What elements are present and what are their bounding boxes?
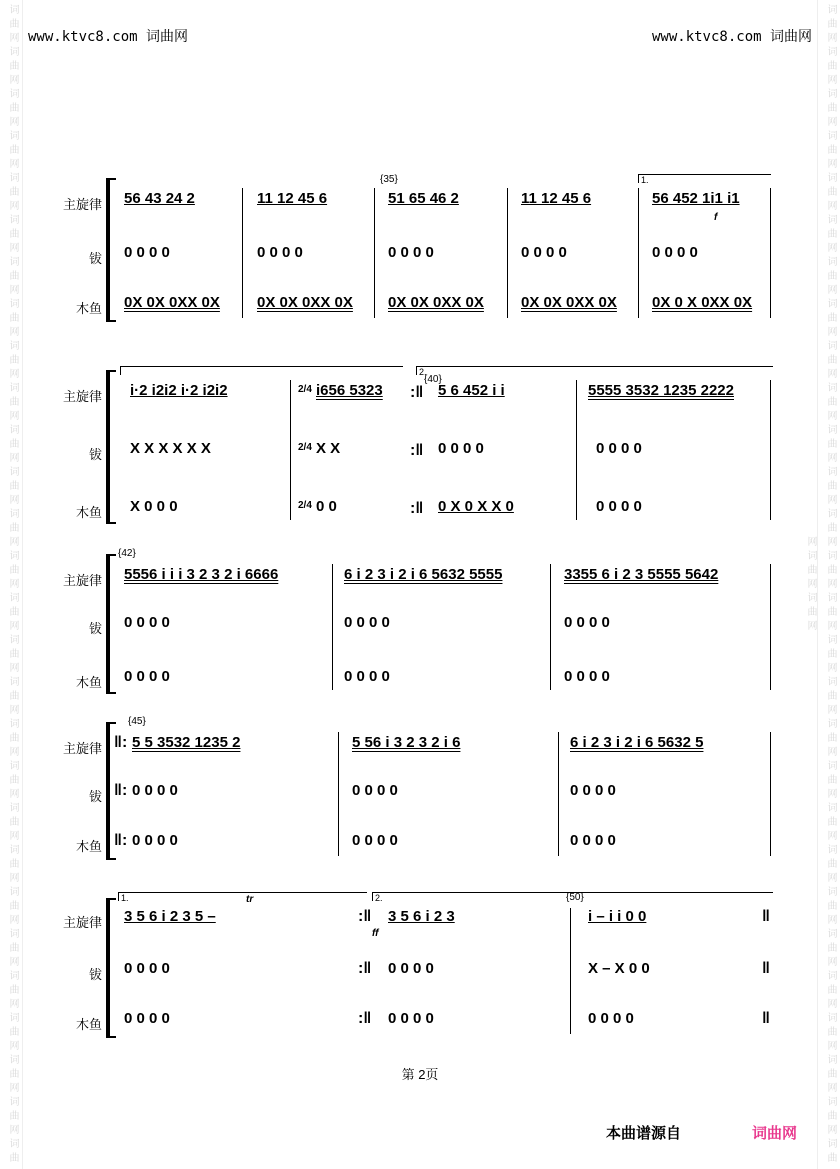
- measure-number: {40}: [424, 374, 442, 385]
- melody-measure: 56 452 1i1 i1: [652, 190, 740, 207]
- barline: [570, 908, 571, 1034]
- melody-measure: 11 12 45 6: [257, 190, 328, 207]
- final-barline: ‖: [762, 908, 770, 925]
- measure-number: {35}: [380, 174, 398, 185]
- measure-number: {42}: [118, 548, 136, 559]
- cymbal-measure: 0 0 0 0: [132, 782, 178, 799]
- repeat-sign: :‖: [410, 500, 424, 517]
- melody-measure: 6 i 2 3 i 2 i 6 5632 5: [570, 734, 704, 751]
- muyu-measure: 0 0 0 0: [124, 668, 170, 685]
- barline: [550, 564, 551, 690]
- volta-number: 2.: [375, 893, 383, 903]
- cymbal-measure: 0 0 0 0: [344, 614, 390, 631]
- muyu-measure: 0 0 0 0: [124, 1010, 170, 1027]
- cymbal-measure: 0 0 0 0: [438, 440, 484, 457]
- melody-measure: i656 5323: [316, 382, 383, 399]
- cymbal-measure: 0 0 0 0: [570, 782, 616, 799]
- barline: [374, 188, 375, 318]
- score-system-1: [62, 170, 782, 330]
- melody-measure: 6 i 2 3 i 2 i 6 5632 5555: [344, 566, 503, 583]
- dynamic-ff: ff: [372, 928, 379, 939]
- barline: [770, 564, 771, 690]
- melody-measure: i·2 i2i2 i·2 i2i2: [130, 382, 228, 399]
- volta-bracket: [638, 174, 771, 183]
- time-signature: 2/4: [298, 500, 312, 511]
- label-melody: 主旋律: [62, 197, 102, 212]
- label-cymbal: 钹: [88, 447, 102, 462]
- cymbal-measure: 0 0 0 0: [564, 614, 610, 631]
- repeat-sign: ‖:: [114, 734, 128, 751]
- label-melody: 主旋律: [62, 915, 102, 930]
- system-brace: [106, 370, 116, 524]
- system-brace: [106, 554, 116, 694]
- barline: [576, 380, 577, 520]
- cymbal-measure: 0 0 0 0: [652, 244, 698, 261]
- measure-number: {45}: [128, 716, 146, 727]
- label-muyu: 木鱼: [75, 505, 102, 520]
- barline: [638, 188, 639, 318]
- muyu-measure: 0 0 0 0: [564, 668, 610, 685]
- time-signature: 2/4: [298, 384, 312, 395]
- cymbal-measure: 0 0 0 0: [124, 614, 170, 631]
- volta-bracket: [120, 366, 403, 375]
- left-watermark-strip: 词曲网词曲网词曲网词曲网词曲网词曲网词曲网词曲网词曲网词曲网词曲网词曲网词曲网词曲网词曲网词曲网词曲网词曲网词曲网词曲网词曲网词曲网词曲网词曲网词曲网词曲网词曲网词曲: [0, 0, 23, 1169]
- label-melody: 主旋律: [62, 389, 102, 404]
- score-system-2: [62, 362, 782, 532]
- barline: [558, 732, 559, 856]
- cymbal-measure: 0 0 0 0: [124, 960, 170, 977]
- melody-measure: 5 6 452 i i: [438, 382, 505, 399]
- melody-measure: 3 5 6 i 2 3: [388, 908, 455, 925]
- repeat-sign: :‖: [358, 960, 372, 977]
- muyu-measure: 0 0 0 0: [588, 1010, 634, 1027]
- muyu-measure: 0 0: [316, 498, 337, 515]
- barline: [770, 732, 771, 856]
- label-cymbal: 钹: [88, 967, 102, 982]
- final-barline: ‖: [762, 1010, 770, 1027]
- label-muyu: 木鱼: [75, 675, 102, 690]
- cymbal-measure: 0 0 0 0: [388, 960, 434, 977]
- repeat-sign: :‖: [410, 384, 424, 401]
- volta-number: 2.: [419, 367, 427, 377]
- repeat-sign: ‖:: [114, 782, 128, 799]
- melody-measure: 5556 i i i 3 2 3 2 i 6666: [124, 566, 279, 583]
- time-signature: 2/4: [298, 442, 312, 453]
- label-muyu: 木鱼: [75, 839, 102, 854]
- melody-measure: 5 5 3532 1235 2: [132, 734, 241, 751]
- score-system-4: [62, 714, 782, 864]
- cymbal-measure: 0 0 0 0: [521, 244, 567, 261]
- muyu-measure: 0 0 0 0: [596, 498, 642, 515]
- dynamic-f: f: [714, 212, 718, 223]
- final-barline: ‖: [762, 960, 770, 977]
- header-left: www.ktvc8.com 词曲网: [28, 29, 189, 45]
- melody-measure: 5555 3532 1235 2222: [588, 382, 734, 399]
- cymbal-measure: X – X 0 0: [588, 960, 650, 977]
- cymbal-measure: 0 0 0 0: [596, 440, 642, 457]
- barline: [507, 188, 508, 318]
- right-watermark-strip: 词曲网词曲网词曲网词曲网词曲网词曲网词曲网词曲网词曲网词曲网词曲网词曲网词曲网词曲网词曲网词曲网词曲网词曲网词曲网词曲网词曲网词曲网词曲网词曲网词曲网词曲网词曲网词曲网词曲网词曲网: [817, 0, 840, 1169]
- muyu-measure: 0X 0X 0XX 0X: [124, 294, 220, 311]
- barline: [242, 188, 243, 318]
- muyu-measure: 0X 0X 0XX 0X: [388, 294, 484, 311]
- trill-mark: tr: [246, 894, 254, 905]
- barline: [332, 564, 333, 690]
- muyu-measure: 0X 0X 0XX 0X: [521, 294, 617, 311]
- muyu-measure: X 0 0 0: [130, 498, 178, 515]
- barline: [770, 188, 771, 318]
- melody-measure: 11 12 45 6: [521, 190, 592, 207]
- repeat-sign: :‖: [358, 1010, 372, 1027]
- header-right: www.ktvc8.com 词曲网: [651, 29, 812, 45]
- melody-measure: 56 43 24 2: [124, 190, 195, 207]
- muyu-measure: 0 0 0 0: [344, 668, 390, 685]
- site-link[interactable]: 词曲网: [752, 1125, 798, 1142]
- melody-measure: 51 65 46 2: [388, 190, 459, 207]
- cymbal-measure: 0 0 0 0: [257, 244, 303, 261]
- label-melody: 主旋律: [62, 573, 102, 588]
- muyu-measure: 0 X 0 X X 0: [438, 498, 514, 515]
- cymbal-measure: X X X X X X: [130, 440, 211, 457]
- barline: [290, 380, 291, 520]
- cymbal-measure: 0 0 0 0: [352, 782, 398, 799]
- label-cymbal: 钹: [88, 251, 102, 266]
- volta-number: 1.: [121, 893, 129, 903]
- label-muyu: 木鱼: [75, 301, 102, 316]
- melody-measure: 5 56 i 3 2 3 2 i 6: [352, 734, 461, 751]
- measure-number: {50}: [566, 892, 584, 903]
- label-cymbal: 钹: [88, 621, 102, 636]
- cymbal-measure: 0 0 0 0: [124, 244, 170, 261]
- volta-bracket: [118, 892, 367, 901]
- muyu-measure: 0 0 0 0: [570, 832, 616, 849]
- page-number: 第 2页: [401, 1067, 439, 1082]
- muyu-measure: 0X 0 X 0XX 0X: [652, 294, 753, 311]
- repeat-sign: :‖: [358, 908, 372, 925]
- label-muyu: 木鱼: [75, 1017, 102, 1032]
- system-brace: [106, 178, 116, 322]
- label-cymbal: 钹: [88, 789, 102, 804]
- label-melody: 主旋律: [62, 741, 102, 756]
- score-system-3: [62, 546, 782, 696]
- muyu-measure: 0 0 0 0: [388, 1010, 434, 1027]
- volta-number: 1.: [641, 175, 649, 185]
- melody-measure: 3355 6 i 2 3 5555 5642: [564, 566, 719, 583]
- barline: [770, 380, 771, 520]
- cymbal-measure: X X: [316, 440, 341, 457]
- repeat-sign: :‖: [410, 442, 424, 459]
- muyu-measure: 0 0 0 0: [132, 832, 178, 849]
- score-system-5: [62, 890, 782, 1040]
- system-brace: [106, 898, 116, 1038]
- cymbal-measure: 0 0 0 0: [388, 244, 434, 261]
- melody-measure: 3 5 6 i 2 3 5 –: [124, 908, 216, 925]
- muyu-measure: 0X 0X 0XX 0X: [257, 294, 353, 311]
- barline: [338, 732, 339, 856]
- repeat-sign: ‖:: [114, 832, 128, 849]
- volta-bracket: [416, 366, 773, 375]
- source-label: 本曲谱源自: [606, 1125, 682, 1142]
- melody-measure: i – i i 0 0: [588, 908, 647, 925]
- muyu-measure: 0 0 0 0: [352, 832, 398, 849]
